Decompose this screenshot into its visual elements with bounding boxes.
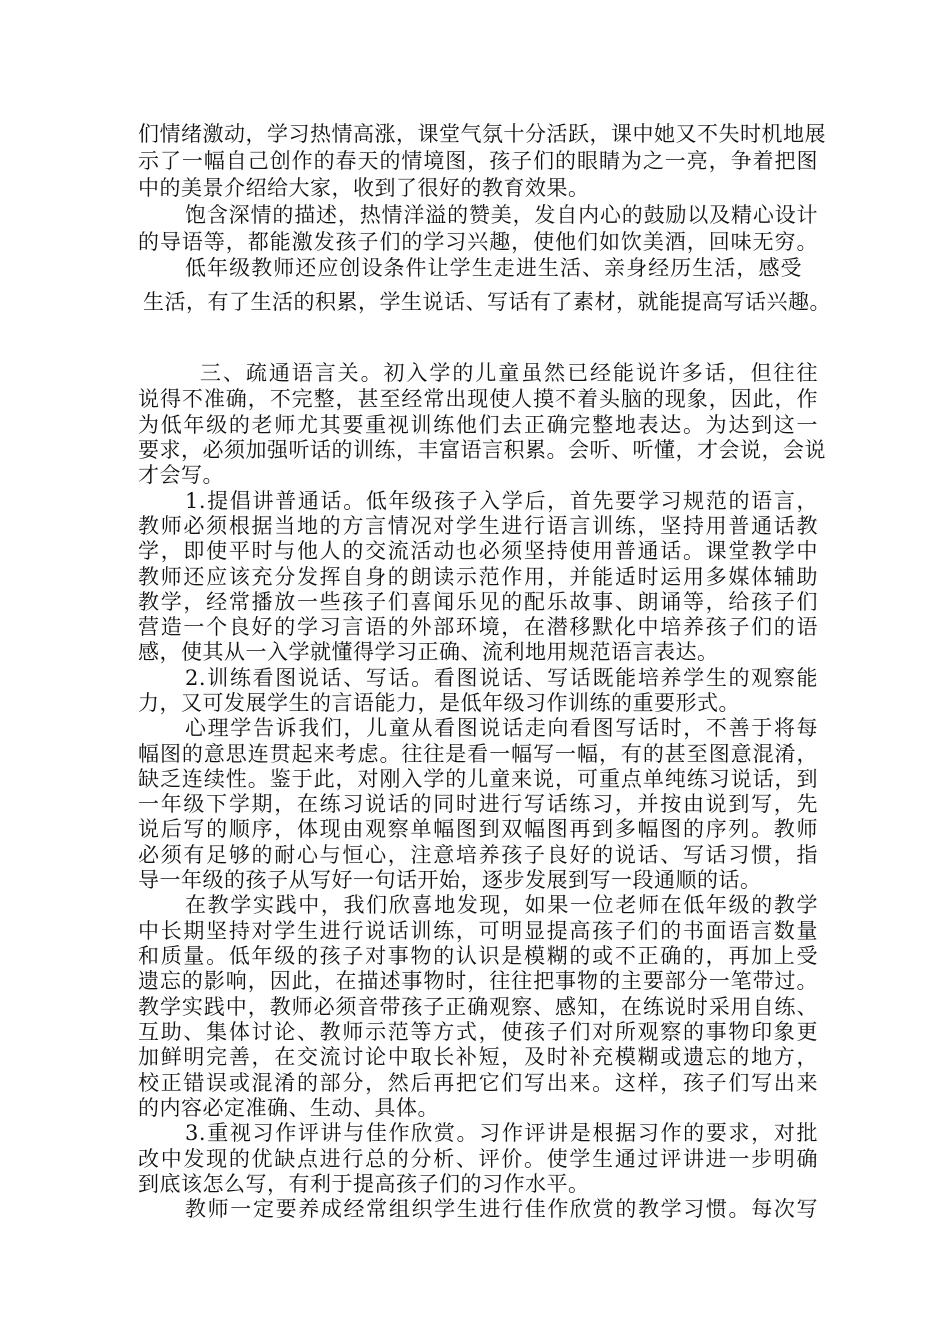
text-line: 教学实践中，教师必须音带孩子正确观察、感知，在练说时采用自练、: [138, 995, 818, 1019]
text-line: 要求，必须加强听话的训练，丰富语言积累。会听、听懂，才会说，会说: [138, 438, 826, 462]
text-line: 心理学告诉我们，儿童从看图说话走向看图写话时，不善于将每: [185, 716, 818, 740]
text-line: 中的美景介绍给大家，收到了很好的教育效果。: [138, 176, 590, 200]
text-line: 2.训练看图说话、写话。看图说话、写话既能培养学生的观察能: [185, 666, 818, 690]
text-line: 学，即使平时与他人的交流活动也必须坚持使用普通话。课堂教学中: [138, 539, 818, 563]
text-line: 教师必须根据当地的方言情况对学生进行语言训练，坚持用普通话教: [138, 514, 818, 538]
text-line: 为低年级的老师尤其要重视训练他们去正确完整地表达。为达到这一: [138, 413, 818, 437]
text-line: 遗忘的影响，因此，在描述事物时，往往把事物的主要部分一笔带过。: [138, 969, 818, 993]
text-line: 加鲜明完善，在交流讨论中取长补短，及时补充模糊或遗忘的地方，: [138, 1045, 818, 1069]
text-line: 示了一幅自己创作的春天的情境图，孩子们的眼睛为之一亮，争着把图: [138, 149, 818, 173]
text-line: 力，又可发展学生的言语能力，是低年级习作训练的重要形式。: [138, 691, 740, 715]
text-line: 饱含深情的描述，热情洋溢的赞美，发自内心的鼓励以及精心设计: [185, 203, 818, 227]
text-line: 教师还应该充分发挥自身的朗读示范作用，并能适时运用多媒体辅助: [138, 565, 818, 589]
text-line: 3.重视习作评讲与佳作欣赏。习作评讲是根据习作的要求，对批: [185, 1121, 818, 1145]
text-line: 改中发现的优缺点进行总的分析、评价。使学生通过评讲进一步明确: [138, 1147, 818, 1171]
text-line: 的导语等，都能激发孩子们的学习兴趣，使他们如饮美酒，回味无穷。: [138, 230, 818, 254]
text-line: 说后写的顺序，体现由观察单幅图到双幅图再到多幅图的序列。教师: [138, 817, 818, 841]
text-line: 生活，有了生活的积累，学生说话、写话有了素材，就能提高写话兴趣。: [143, 290, 831, 314]
text-line: 的内容必定准确、生动、具体。: [138, 1096, 439, 1120]
text-line: 感，使其从一入学就懂得学习正确、流利地用规范语言表达。: [138, 640, 719, 664]
text-line: 必须有足够的耐心与恒心，注意培养孩子良好的说话、写话习惯，指: [138, 843, 818, 867]
text-line: 校正错误或混淆的部分，然后再把它们写出来。这样，孩子们写出来: [138, 1071, 818, 1095]
text-line: 三、疏通语言关。初入学的儿童虽然已经能说许多话，但往往: [200, 361, 818, 385]
text-line: 1.提倡讲普通话。低年级孩子入学后，首先要学习规范的语言，: [185, 489, 818, 513]
text-line: 低年级教师还应创设条件让学生走进生活、亲身经历生活，感受: [185, 256, 802, 280]
text-line: 到底该怎么写，有利于提高孩子们的习作水平。: [138, 1172, 590, 1196]
text-line: 说得不准确，不完整，甚至经常出现使人摸不着头脑的现象，因此，作: [138, 387, 818, 411]
text-line: 才会写。: [138, 463, 224, 487]
text-line: 幅图的意思连贯起来考虑。往往是看一幅写一幅，有的甚至图意混淆，: [138, 742, 818, 766]
text-line: 互助、集体讨论、教师示范等方式，使孩子们对所观察的事物印象更: [138, 1020, 818, 1044]
text-line: 导一年级的孩子从写好一句话开始，逐步发展到写一段通顺的话。: [138, 868, 762, 892]
text-line: 中长期坚持对学生进行说话训练，可明显提高孩子们的书面语言数量: [138, 919, 818, 943]
text-line: 教师一定要养成经常组织学生进行佳作欣赏的教学习惯。每次写: [185, 1197, 818, 1221]
text-line: 一年级下学期，在练习说话的同时进行写话练习，并按由说到写，先: [138, 792, 818, 816]
text-line: 和质量。低年级的孩子对事物的认识是模糊的或不正确的，再加上受: [138, 944, 818, 968]
text-line: 在教学实践中，我们欣喜地发现，如果一位老师在低年级的教学: [185, 893, 818, 917]
text-line: 们情绪激动，学习热情高涨，课堂气氛十分活跃，课中她又不失时机地展: [138, 122, 826, 146]
text-line: 教学，经常播放一些孩子们喜闻乐见的配乐故事、朗诵等，给孩子们: [138, 590, 818, 614]
text-line: 缺乏连续性。鉴于此，对刚入学的儿童来说，可重点单纯练习说话，到: [138, 767, 818, 791]
text-line: 营造一个良好的学习言语的外部环境，在潜移默化中培养孩子们的语: [138, 615, 818, 639]
